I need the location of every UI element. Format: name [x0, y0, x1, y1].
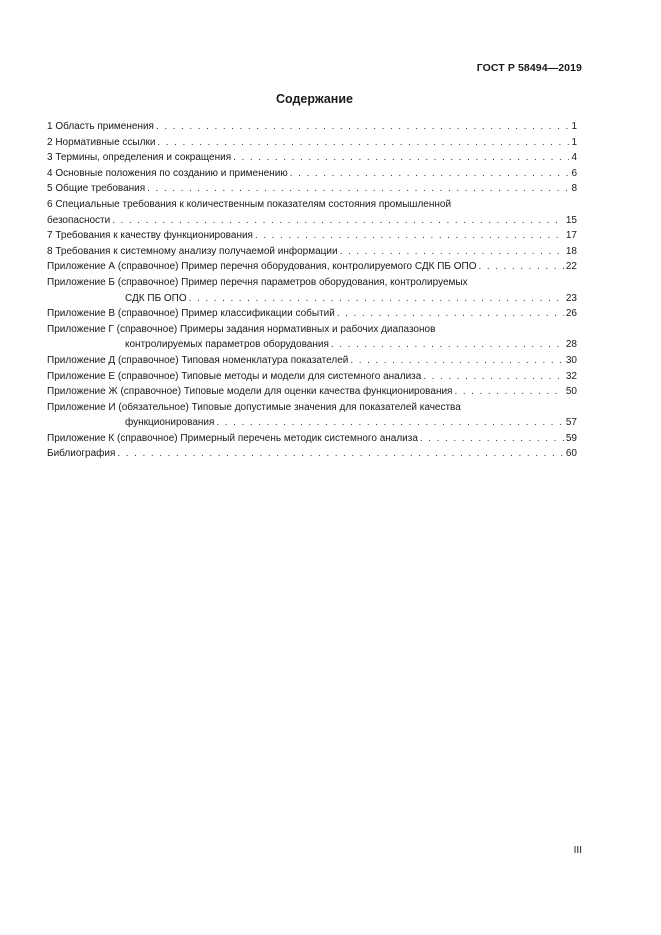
toc-entry-text: контролируемых параметров оборудования [125, 339, 329, 351]
toc-title: Содержание [275, 92, 353, 106]
toc-entry[interactable] [47, 400, 577, 431]
toc-page-number: 6 [571, 167, 577, 179]
toc-page-number: 28 [565, 339, 577, 351]
toc-entry[interactable] [47, 259, 577, 275]
toc-page-number: 59 [565, 432, 577, 444]
toc-page-number: 23 [565, 292, 577, 304]
toc-leader-dots [479, 259, 564, 275]
toc-entry[interactable] [47, 244, 577, 260]
toc-leader-dots [290, 166, 570, 182]
toc-entry[interactable] [47, 150, 577, 166]
page-number: III [573, 845, 582, 856]
toc-entry-text: СДК ПБ ОПО [125, 292, 187, 304]
toc-entry-text: 6 Специальные требования к количественным показателям состояния промышленной [47, 198, 452, 210]
toc-entry[interactable] [47, 275, 577, 306]
toc-leader-dots [420, 431, 564, 447]
toc-entry[interactable] [47, 228, 577, 244]
toc-entry[interactable] [47, 135, 577, 151]
toc-entry[interactable] [47, 306, 577, 322]
toc-leader-dots [331, 337, 564, 353]
toc-entry-text: 7 Требования к качеству функционирования [47, 230, 253, 242]
toc-leader-dots [337, 306, 564, 322]
toc-entry-text: 3 Термины, определения и сокращения [47, 152, 232, 164]
toc-page-number: 4 [571, 152, 577, 164]
toc-entry[interactable] [47, 446, 577, 462]
toc-entry-text: 5 Общие требования [47, 183, 146, 195]
toc-entry-text: 2 Нормативные ссылки [47, 136, 156, 148]
toc-entry-text: 4 Основные положения по созданию и применению [47, 167, 288, 179]
toc-entry[interactable] [47, 353, 577, 369]
toc-leader-dots [156, 119, 569, 135]
toc-leader-dots [350, 353, 564, 369]
toc-leader-dots [189, 291, 564, 307]
toc-page-number: 32 [565, 370, 577, 382]
toc-page-number: 1 [571, 136, 577, 148]
toc-entry[interactable] [47, 384, 577, 400]
toc-entry[interactable] [47, 181, 577, 197]
toc-page-number: 8 [571, 183, 577, 195]
toc-entry-text: Приложение И (обязательное) Типовые допустимые значения для показателей качества [47, 401, 461, 413]
table-of-contents [47, 119, 577, 462]
toc-leader-dots [340, 244, 564, 260]
toc-entry[interactable] [47, 197, 577, 228]
toc-entry-text: функционирования [125, 417, 215, 429]
toc-page-number: 22 [565, 261, 577, 273]
toc-leader-dots [216, 415, 563, 431]
toc-entry-text: Приложение Г (справочное) Примеры задания нормативных и рабочих диапазонов [47, 323, 436, 335]
toc-entry[interactable] [47, 119, 577, 135]
document-code: ГОСТ Р 58494—2019 [476, 62, 582, 74]
toc-page-number: 30 [565, 354, 577, 366]
toc-entry-text: Приложение Д (справочное) Типовая номенклатура показателей [47, 354, 349, 366]
toc-entry-text: Приложение А (справочное) Пример перечня оборудования, контролируемого СДК ПБ ОПО [47, 261, 477, 273]
toc-entry-text: Приложение Е (справочное) Типовые методы и модели для системного анализа [47, 370, 422, 382]
toc-leader-dots [112, 213, 564, 229]
toc-entry-text: Библиография [47, 448, 116, 460]
toc-entry-text: Приложение Ж (справочное) Типовые модели для оценки качества функционирования [47, 386, 453, 398]
toc-page-number: 17 [565, 230, 577, 242]
toc-entry[interactable] [47, 431, 577, 447]
toc-leader-dots [117, 446, 563, 462]
toc-entry-text: 1 Область применения [47, 121, 154, 132]
toc-entry-text: безопасности [47, 214, 111, 226]
toc-entry[interactable] [47, 369, 577, 385]
toc-page-number: 15 [565, 214, 577, 226]
toc-leader-dots [233, 150, 569, 166]
toc-entry[interactable] [47, 322, 577, 353]
toc-leader-dots [454, 384, 563, 400]
toc-entry-text: Приложение В (справочное) Пример классификации событий [47, 308, 335, 320]
toc-page-number: 18 [565, 245, 577, 257]
toc-leader-dots [157, 135, 569, 151]
toc-page-number: 57 [565, 417, 577, 429]
toc-page-number: 60 [565, 448, 577, 460]
toc-leader-dots [255, 228, 564, 244]
toc-entry-text: Приложение Б (справочное) Пример перечня параметров оборудования, контролируемых [47, 276, 468, 288]
toc-entry[interactable] [47, 166, 577, 182]
toc-entry-text: 8 Требования к системному анализу получаемой информации [47, 245, 338, 257]
toc-entry-text: Приложение К (справочное) Примерный перечень методик системного анализа [47, 432, 418, 444]
toc-page-number: 50 [565, 386, 577, 398]
toc-leader-dots [147, 181, 569, 197]
toc-page-number: 26 [565, 308, 577, 320]
toc-page-number: 1 [571, 121, 577, 132]
toc-leader-dots [423, 369, 564, 385]
